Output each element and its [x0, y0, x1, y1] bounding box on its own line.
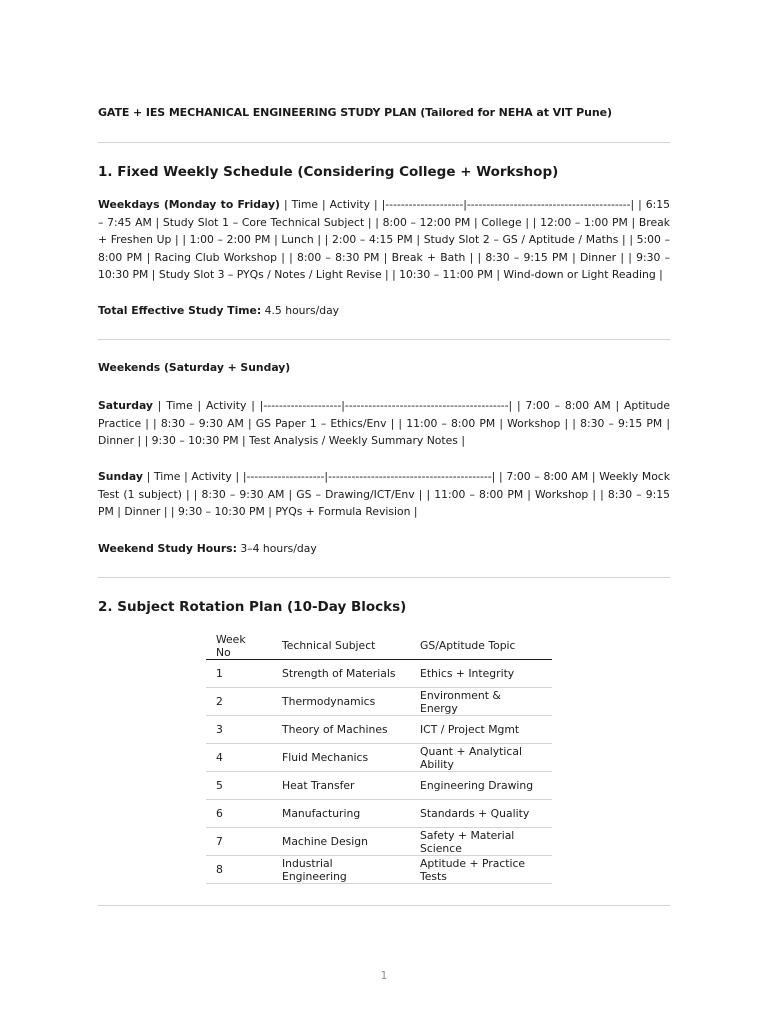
week-no-cell: 4	[206, 744, 272, 772]
column-header-technical-subject: Technical Subject	[272, 632, 410, 660]
gs-topic-cell: Engineering Drawing	[410, 772, 552, 800]
technical-subject-cell: Heat Transfer	[272, 772, 410, 800]
table-row	[206, 856, 552, 884]
table-row	[206, 828, 552, 856]
sunday-text: | Time | Activity | |--------------------|------------------------------------------| | 7:00 – 8:00 AM | Weekly Mock Test (1 subject) | | 8:30 – 9:30 AM | GS – Drawing/ICT/Env | | 11:00 – 8:00 PM | Workshop | | 8:30 – 9:15 PM | Dinner | | 9:30 – 10:30 PM | PYQs + Formula Revision |	[98, 470, 670, 518]
table-row	[206, 716, 552, 744]
sunday-label: Sunday	[98, 470, 143, 483]
section-2-heading: 2. Subject Rotation Plan (10-Day Blocks)	[98, 599, 407, 615]
total-study-time-label: Total Effective Study Time:	[98, 304, 262, 317]
gs-topic-cell: Standards + Quality	[410, 800, 552, 828]
technical-subject-cell: Fluid Mechanics	[272, 744, 410, 772]
gs-topic-cell: Ethics + Integrity	[410, 660, 552, 688]
week-no-cell: 6	[206, 800, 272, 828]
week-no-cell: 5	[206, 772, 272, 800]
saturday-label: Saturday	[98, 399, 153, 412]
divider	[98, 142, 670, 143]
gs-topic-cell: Aptitude + Practice Tests	[410, 856, 552, 884]
table-row	[206, 772, 552, 800]
divider	[98, 905, 670, 906]
total-study-time	[98, 304, 339, 317]
document-title: GATE + IES MECHANICAL ENGINEERING STUDY PLAN (Tailored for NEHA at VIT Pune)	[98, 106, 612, 119]
gs-topic-cell: Environment & Energy	[410, 688, 552, 716]
section-1-heading: 1. Fixed Weekly Schedule (Considering College + Workshop)	[98, 164, 559, 180]
total-study-time-value: 4.5 hours/day	[261, 304, 340, 317]
table-row	[206, 744, 552, 772]
page-number: 1	[380, 970, 388, 982]
week-no-cell: 1	[206, 660, 272, 688]
weekdays-label: Weekdays (Monday to Friday)	[98, 198, 280, 211]
technical-subject-cell: Theory of Machines	[272, 716, 410, 744]
weekends-heading: Weekends (Saturday + Sunday)	[98, 361, 291, 374]
divider	[98, 339, 670, 340]
weekend-study-hours-label: Weekend Study Hours:	[98, 542, 237, 555]
weekend-study-hours-value: 3–4 hours/day	[236, 542, 317, 555]
technical-subject-cell: Strength of Materials	[272, 660, 410, 688]
technical-subject-cell: Machine Design	[272, 828, 410, 856]
table-row	[206, 688, 552, 716]
column-header-week-no: Week No	[206, 632, 272, 660]
table-row	[206, 800, 552, 828]
week-no-cell: 3	[206, 716, 272, 744]
week-no-cell: 7	[206, 828, 272, 856]
week-no-cell: 8	[206, 856, 272, 884]
table-row	[206, 660, 552, 688]
weekend-study-hours	[98, 542, 317, 555]
saturday-schedule	[98, 397, 670, 450]
weekdays-schedule	[98, 196, 670, 284]
week-no-cell: 2	[206, 688, 272, 716]
subject-rotation-table	[206, 632, 552, 884]
gs-topic-cell: Quant + Analytical Ability	[410, 744, 552, 772]
gs-topic-cell: Safety + Material Science	[410, 828, 552, 856]
sunday-schedule	[98, 468, 670, 521]
technical-subject-cell: Manufacturing	[272, 800, 410, 828]
gs-topic-cell: ICT / Project Mgmt	[410, 716, 552, 744]
column-header-gs-aptitude-topic: GS/Aptitude Topic	[410, 632, 552, 660]
technical-subject-cell: Industrial Engineering	[272, 856, 410, 884]
table-header-row	[206, 632, 552, 660]
technical-subject-cell: Thermodynamics	[272, 688, 410, 716]
saturday-text: | Time | Activity | |--------------------|------------------------------------------| | 7:00 – 8:00 AM | Aptitude Practice | | 8:30 – 9:30 AM | GS Paper 1 – Ethics/Env | | 11:00 – 8:00 PM | Workshop | | 8:30 – 9:15 PM | Dinner | | 9:30 – 10:30 PM | Test Analysis / Weekly Summary Notes |	[98, 399, 670, 447]
weekdays-text: | Time | Activity | |--------------------|------------------------------------------| | 6:15 – 7:45 AM | Study Slot 1 – Core Technical Subject | | 8:00 – 12:00 PM | College | | 12:00 – 1:00 PM | Break + Freshen Up | | 1:00 – 2:00 PM | Lunch | | 2:00 – 4:15 PM | Study Slot 2 – GS / Aptitude / Maths | | 5:00 – 8:00 PM | Racing Club Workshop | | 8:00 – 8:30 PM | Break + Bath | | 8:30 – 9:15 PM | Dinner | | 9:30 – 10:30 PM | Study Slot 3 – PYQs / Notes / Light Revise | | 10:30 – 11:00 PM | Wind-down or Light Reading |	[98, 198, 670, 281]
divider	[98, 577, 670, 578]
